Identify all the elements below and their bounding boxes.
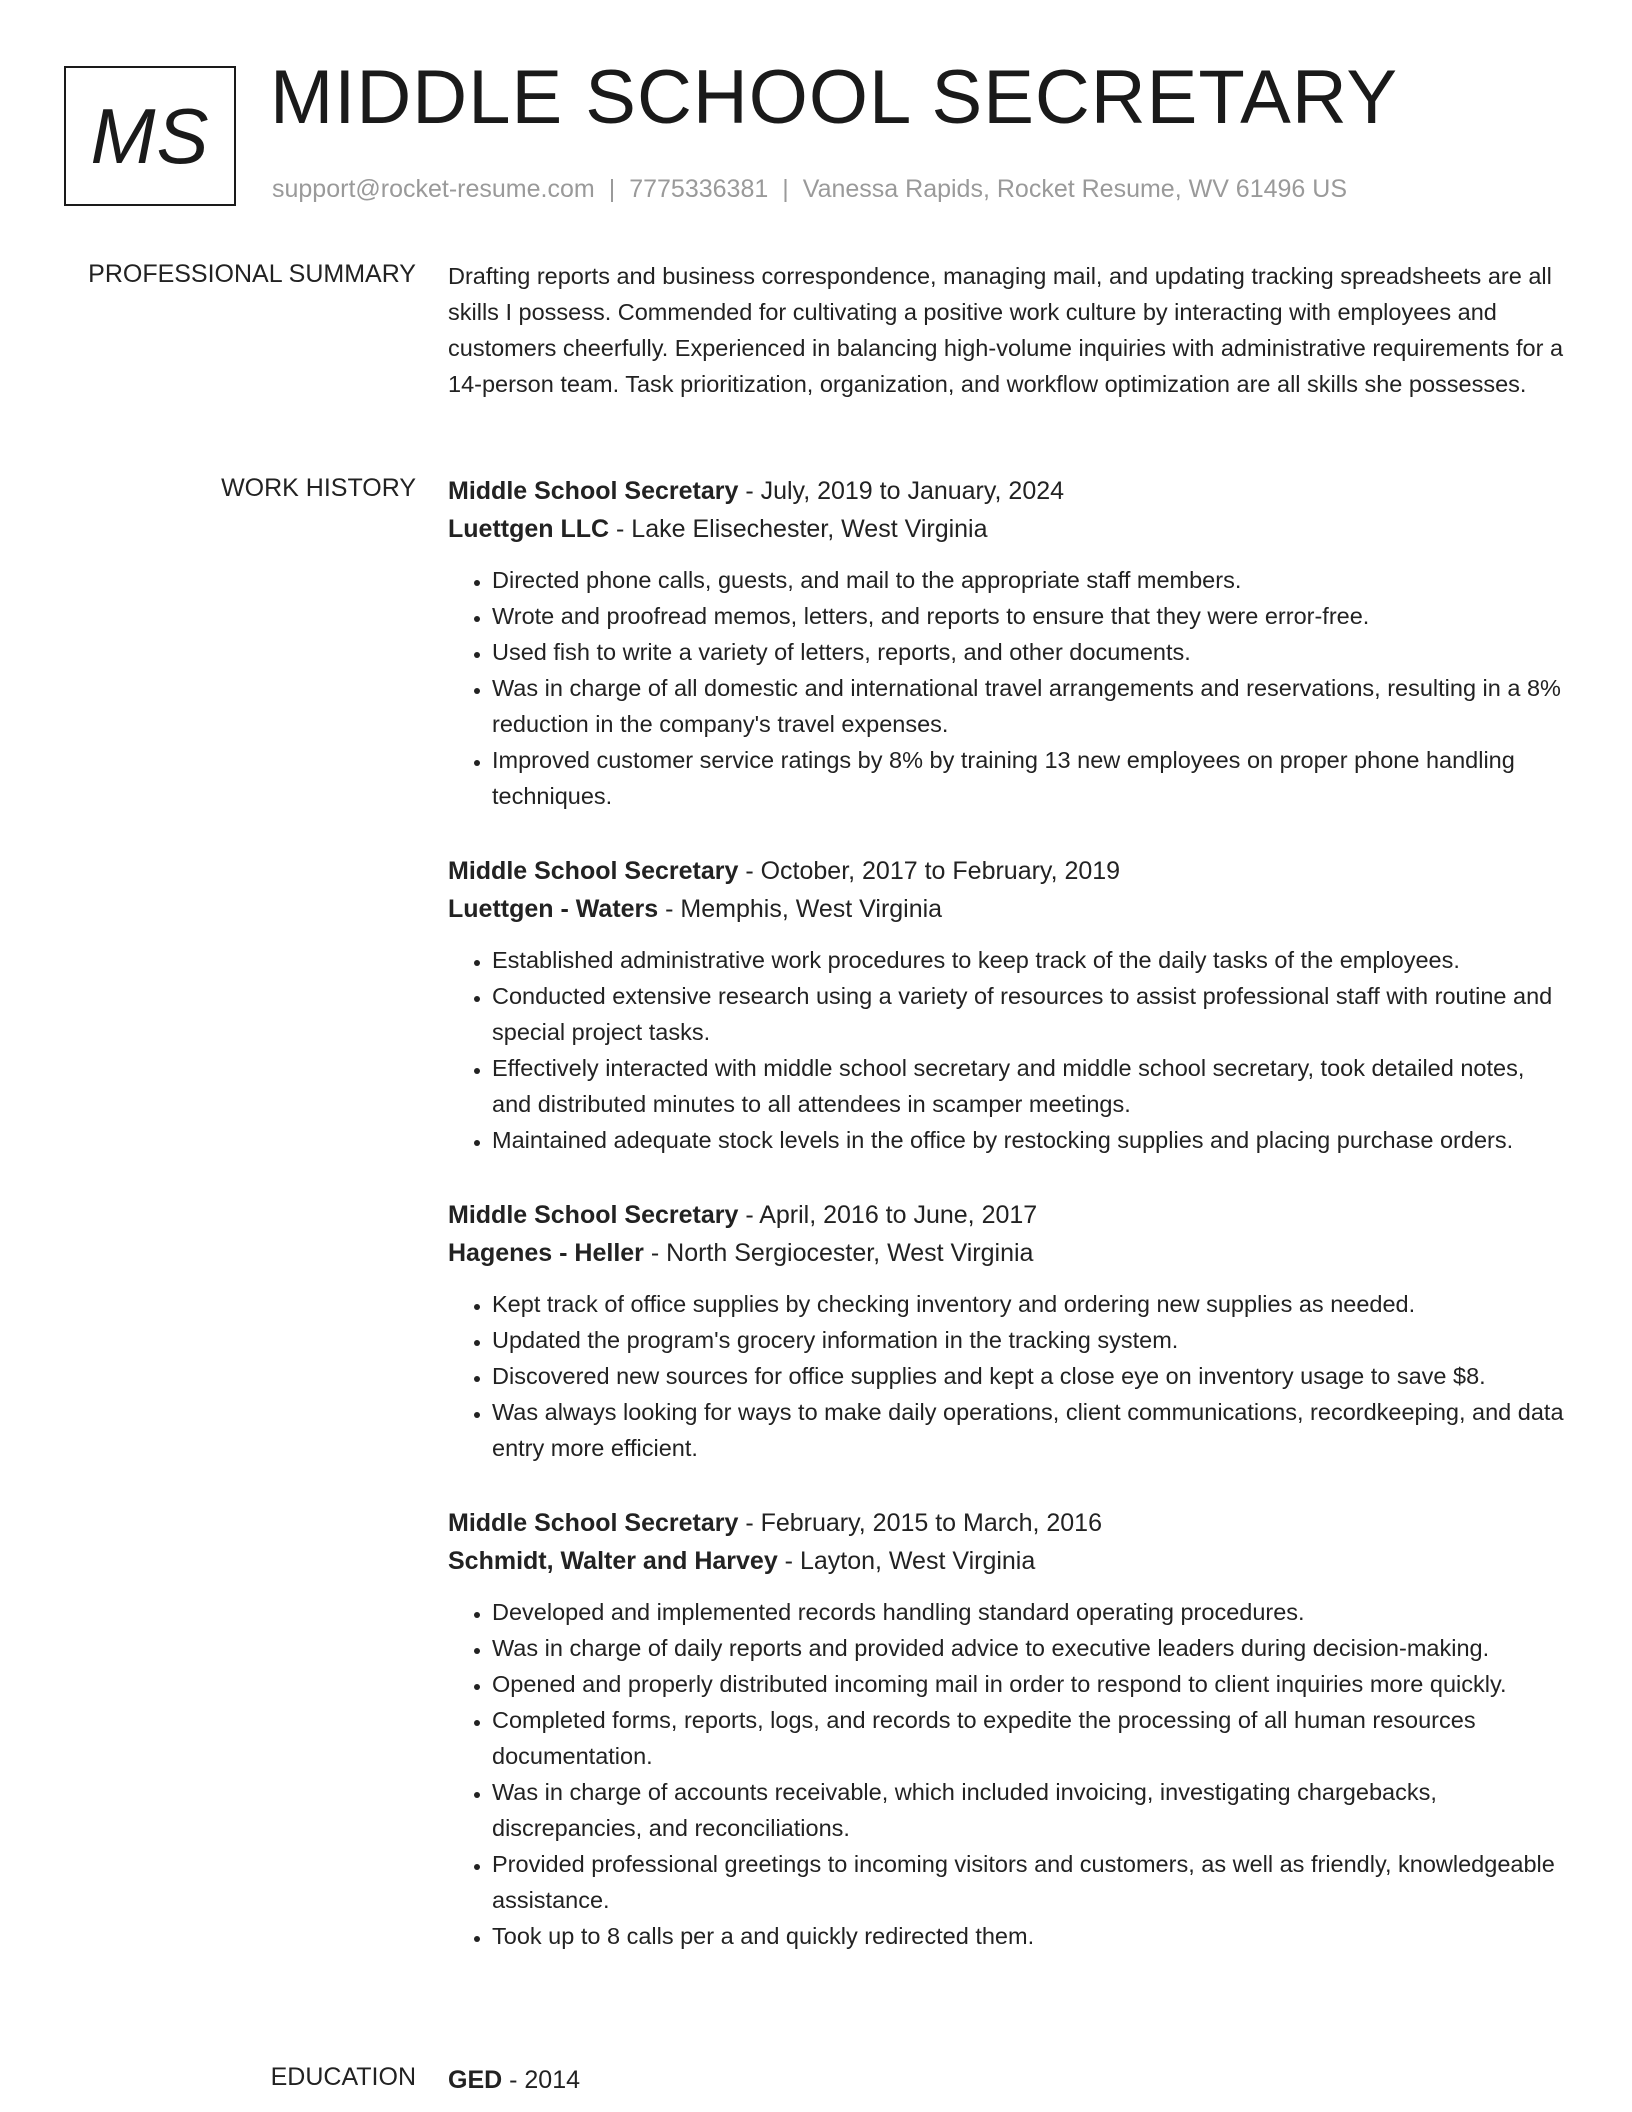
section-label-summary: PROFESSIONAL SUMMARY [88, 260, 416, 288]
job-title: Middle School Secretary [448, 1509, 739, 1537]
job-bullet: • Developed and implemented records handling standard operating procedures. [492, 1594, 1568, 1630]
job-title-line [448, 852, 1568, 890]
contact-phone: 7775336381 [629, 175, 769, 203]
job-dates: - October, 2017 to February, 2019 [738, 857, 1121, 885]
job-bullet: • Was in charge of daily reports and provided advice to executive leaders during decision-making. [492, 1630, 1568, 1666]
section-label-work-history: WORK HISTORY [221, 474, 416, 502]
job-bullet: • Was in charge of all domestic and international travel arrangements and reservations, resulting in a 8% reduction in the company's travel expenses. [492, 670, 1568, 742]
job-bullets [448, 942, 1568, 1158]
job-company: Schmidt, Walter and Harvey [448, 1547, 778, 1575]
monogram-logo: MS [64, 66, 236, 206]
job-entry [448, 1196, 1568, 1466]
job-bullet: • Wrote and proofread memos, letters, and reports to ensure that they were error-free. [492, 598, 1568, 634]
job-bullet: • Maintained adequate stock levels in the office by restocking supplies and placing purchase orders. [492, 1122, 1568, 1158]
page-title: MIDDLE SCHOOL SECRETARY [270, 55, 1399, 140]
job-bullet: • Improved customer service ratings by 8% by training 13 new employees on proper phone handling techniques. [492, 742, 1568, 814]
education-year: - 2014 [502, 2066, 581, 2094]
job-bullet: • Discovered new sources for office supplies and kept a close eye on inventory usage to save $8. [492, 1358, 1568, 1394]
summary-body [448, 258, 1568, 402]
job-bullet: • Was always looking for ways to make daily operations, client communications, recordkeeping, and data entry more efficient. [492, 1394, 1568, 1466]
job-bullet: • Completed forms, reports, logs, and records to expedite the processing of all human resources documentation. [492, 1702, 1568, 1774]
work-history-body [448, 472, 1568, 1992]
job-title: Middle School Secretary [448, 1201, 739, 1229]
job-dates: - April, 2016 to June, 2017 [738, 1201, 1038, 1229]
job-bullet: • Provided professional greetings to incoming visitors and customers, as well as friendly, knowledgeable assistance. [492, 1846, 1568, 1918]
job-bullet: • Established administrative work procedures to keep track of the daily tasks of the employees. [492, 942, 1568, 978]
job-company-line [448, 510, 1568, 548]
job-title-line [448, 1504, 1568, 1542]
contact-email: support@rocket-resume.com [272, 175, 595, 203]
job-bullet: • Conducted extensive research using a variety of resources to assist professional staff with routine and special project tasks. [492, 978, 1568, 1050]
job-title: Middle School Secretary [448, 477, 739, 505]
job-bullet: • Directed phone calls, guests, and mail to the appropriate staff members. [492, 562, 1568, 598]
job-title-line [448, 472, 1568, 510]
section-label-education: EDUCATION [270, 2063, 416, 2091]
job-company: Luettgen - Waters [448, 895, 659, 923]
contact-line [272, 175, 1347, 204]
job-bullet: • Updated the program's grocery information in the tracking system. [492, 1322, 1568, 1358]
job-bullets [448, 562, 1568, 814]
job-company: Hagenes - Heller [448, 1239, 644, 1267]
job-dates: - July, 2019 to January, 2024 [738, 477, 1065, 505]
job-location: - North Sergiocester, West Virginia [643, 1239, 1034, 1267]
job-bullet: • Took up to 8 calls per a and quickly redirected them. [492, 1918, 1568, 1954]
job-location: - Layton, West Virginia [777, 1547, 1036, 1575]
job-dates: - February, 2015 to March, 2016 [738, 1509, 1102, 1537]
job-company-line [448, 1234, 1568, 1272]
job-company-line [448, 1542, 1568, 1580]
job-bullets [448, 1594, 1568, 1954]
contact-separator: | [782, 175, 789, 203]
education-degree: GED [448, 2066, 503, 2094]
job-entry [448, 852, 1568, 1158]
contact-separator: | [608, 175, 616, 203]
education-body [448, 2061, 1568, 2099]
job-title-line [448, 1196, 1568, 1234]
job-bullet: • Kept track of office supplies by checking inventory and ordering new supplies as needed. [492, 1286, 1568, 1322]
education-line [448, 2061, 1568, 2099]
job-company: Luettgen LLC [448, 515, 610, 543]
job-bullet: • Effectively interacted with middle school secretary and middle school secretary, took detailed notes, and distributed minutes to all attendees in scamper meetings. [492, 1050, 1568, 1122]
job-entry [448, 472, 1568, 814]
summary-text: Drafting reports and business correspondence, managing mail, and updating tracking spreadsheets are all skills I possess. Commended for cultivating a positive work culture by interacting with employees and customers cheerfully. Experienced in balancing high-volume inquiries with administrative requirements for a 14-person team. Task prioritization, organization, and workflow optimization are all skills she possesses. [448, 263, 1564, 397]
job-company-line [448, 890, 1568, 928]
job-bullet: • Opened and properly distributed incoming mail in order to respond to client inquiries more quickly. [492, 1666, 1568, 1702]
job-bullet: • Was in charge of accounts receivable, which included invoicing, investigating chargebacks, discrepancies, and reconciliations. [492, 1774, 1568, 1846]
job-location: - Memphis, West Virginia [658, 895, 943, 923]
job-location: - Lake Elisechester, West Virginia [609, 515, 988, 543]
job-bullets [448, 1286, 1568, 1466]
contact-address: Vanessa Rapids, Rocket Resume, WV 61496 US [802, 175, 1348, 203]
job-title: Middle School Secretary [448, 857, 739, 885]
job-entry [448, 1504, 1568, 1954]
job-bullet: • Used fish to write a variety of letters, reports, and other documents. [492, 634, 1568, 670]
